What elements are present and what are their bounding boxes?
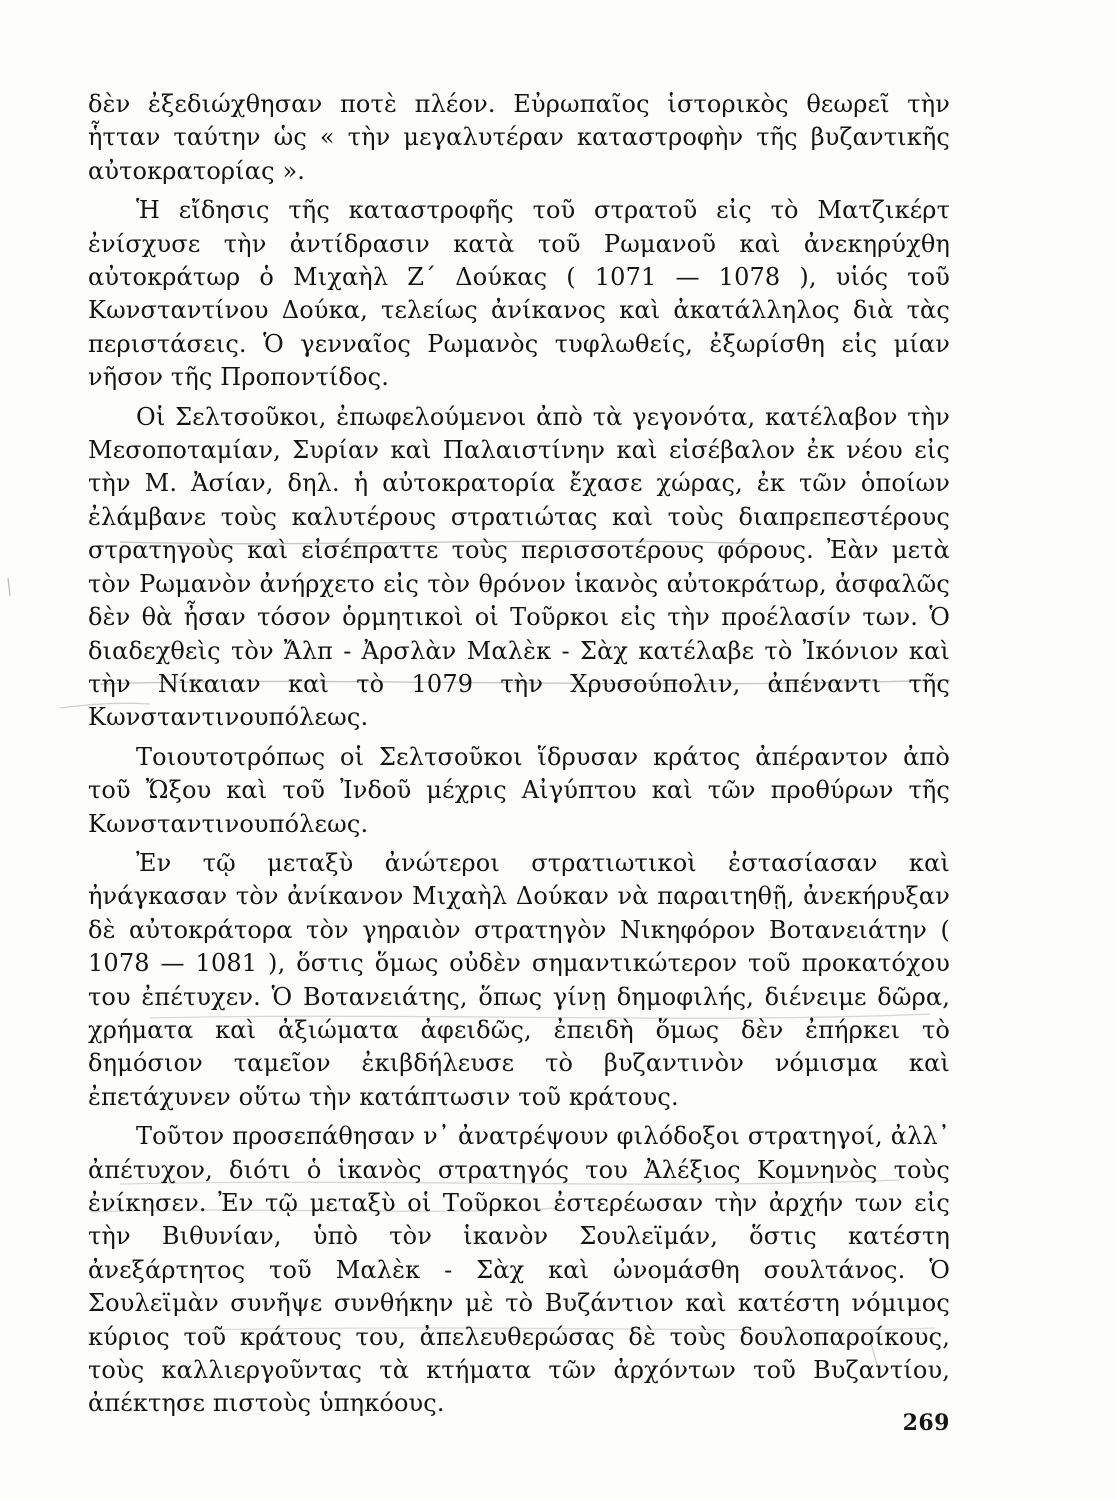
paragraph-3: Οἱ Σελτσοῦκοι, ἐπωφελούμενοι ἀπὸ τὰ γεγονότα, κατέλαβον τὴν Μεσοποταμίαν, Συρίαν καὶ Παλαιστίνην καὶ εἰσέβαλον ἐκ νέου εἰς τὴν Μ. Ἀσίαν, δηλ. ἡ αὐτοκρατορία ἔχασε χώρας, ἐκ τῶν ὁποίων ἐλάμβανε τοὺς καλυτέρους στρατιώτας καὶ τοὺς διαπρεπεστέρους στρατηγοὺς καὶ εἰσέπραττε τοὺς περισσοτέρους φόρους. Ἐὰν μετὰ τὸν Ρωμανὸν ἀνήρχετο εἰς τὸν θρόνον ἱκανὸς αὐτοκράτωρ, ἀσφαλῶς δὲν θὰ ἦσαν τόσον ὁρμητικοὶ οἱ Τοῦρκοι εἰς τὴν προέλασίν των. Ὁ διαδεχθεὶς τὸν Ἄλπ - Ἀρσλὰν Μαλὲκ - Σὰχ κατέλαβε τὸ Ἰκόνιον καὶ τὴν Νίκαιαν καὶ τὸ 1079 τὴν Χρυσούπολιν, ἀπέναντι τῆς Κωνσταντινουπόλεως.: [88, 402, 950, 732]
paragraph-2: Ἡ εἴδησις τῆς καταστροφῆς τοῦ στρατοῦ εἰς τὸ Ματζικέρτ ἐνίσχυσε τὴν ἀντίδρασιν κατὰ τοῦ Ρωμανοῦ καὶ ἀνεκηρύχθη αὐτοκράτωρ ὁ Μιχαὴλ Ζ΄ Δούκας ( 1071 — 1078 ), υἱός τοῦ Κωνσταντίνου Δούκα, τελείως ἀνίκανος καὶ ἀκατάλληλος διὰ τὰς περιστάσεις. Ὁ γενναῖος Ρωμανὸς τυφλωθείς, ἐξωρίσθη εἰς μίαν νῆσον τῆς Προποντίδος.: [88, 196, 950, 392]
page-number: 269: [902, 1410, 950, 1436]
paragraph-4: Τοιουτοτρόπως οἱ Σελτσοῦκοι ἵδρυσαν κράτος ἀπέραντον ἀπὸ τοῦ Ὤξου καὶ τοῦ Ἰνδοῦ μέχρις Αἰγύπτου καὶ τῶν προθύρων τῆς Κωνσταντινουπόλεως.: [88, 742, 950, 838]
pencil-tick: [8, 578, 10, 596]
paragraph-6: Τοῦτον προσεπάθησαν ν᾿ ἀνατρέψουν φιλόδοξοι στρατηγοί, ἀλλ᾿ ἀπέτυχον, διότι ὁ ἱκανὸς στρατηγός του Ἀλέξιος Κομνηνὸς τοὺς ἐνίκησεν. Ἐν τῷ μεταξὺ οἱ Τοῦρκοι ἐστερέωσαν τὴν ἀρχήν των εἰς τὴν Βιθυνίαν, ὑπὸ τὸν ἱκανὸν Σουλεϊμάν, ὅστις κατέστη ἀνεξάρτητος τοῦ Μαλὲκ - Σὰχ καὶ ὠνομάσθη σουλτάνος. Ὁ Σουλεϊμὰν συνῆψε συνθήκην μὲ τὸ Βυζάντιον καὶ κατέστη νόμιμος κύριος τοῦ κράτους του, ἀπελευθερώσας δὲ τοὺς δουλοπαροίκους, τοὺς καλλιεργοῦντας τὰ κτήματα τῶν ἀρχόντων τοῦ Βυζαντίου, ἀπέκτησε πιστοὺς ὑπηκόους.: [88, 1122, 950, 1418]
body-text: [88, 88, 950, 1427]
paragraph-1: δὲν ἐξεδιώχθησαν ποτὲ πλέον. Εὐρωπαῖος ἱστορικὸς θεωρεῖ τὴν ἧτταν ταύτην ὡς « τὴν μεγαλυτέραν καταστροφὴν τῆς βυζαντικῆς αὐτοκρατορίας ».: [88, 90, 950, 185]
paragraph-5: Ἐν τῷ μεταξὺ ἀνώτεροι στρατιωτικοὶ ἐστασίασαν καὶ ἠνάγκασαν τὸν ἀνίκανον Μιχαὴλ Δούκαν νὰ παραιτηθῇ, ἀνεκήρυξαν δὲ αὐτοκράτορα τὸν γηραιὸν στρατηγὸν Νικηφόρον Βοτανειάτην ( 1078 — 1081 ), ὅστις ὅμως οὐδὲν σημαντικώτερον τοῦ προκατόχου του ἐπέτυχεν. Ὁ Βοτανειάτης, ὅπως γίνῃ δημοφιλής, διένειμε δῶρα, χρήματα καὶ ἀξιώματα ἀφειδῶς, ἐπειδὴ ὅμως δὲν ἐπήρκει τὸ δημόσιον ταμεῖον ἐκιβδήλευσε τὸ βυζαντινὸν νόμισμα καὶ ἐπετάχυνεν οὕτω τὴν κατάπτωσιν τοῦ κράτους.: [88, 848, 950, 1111]
